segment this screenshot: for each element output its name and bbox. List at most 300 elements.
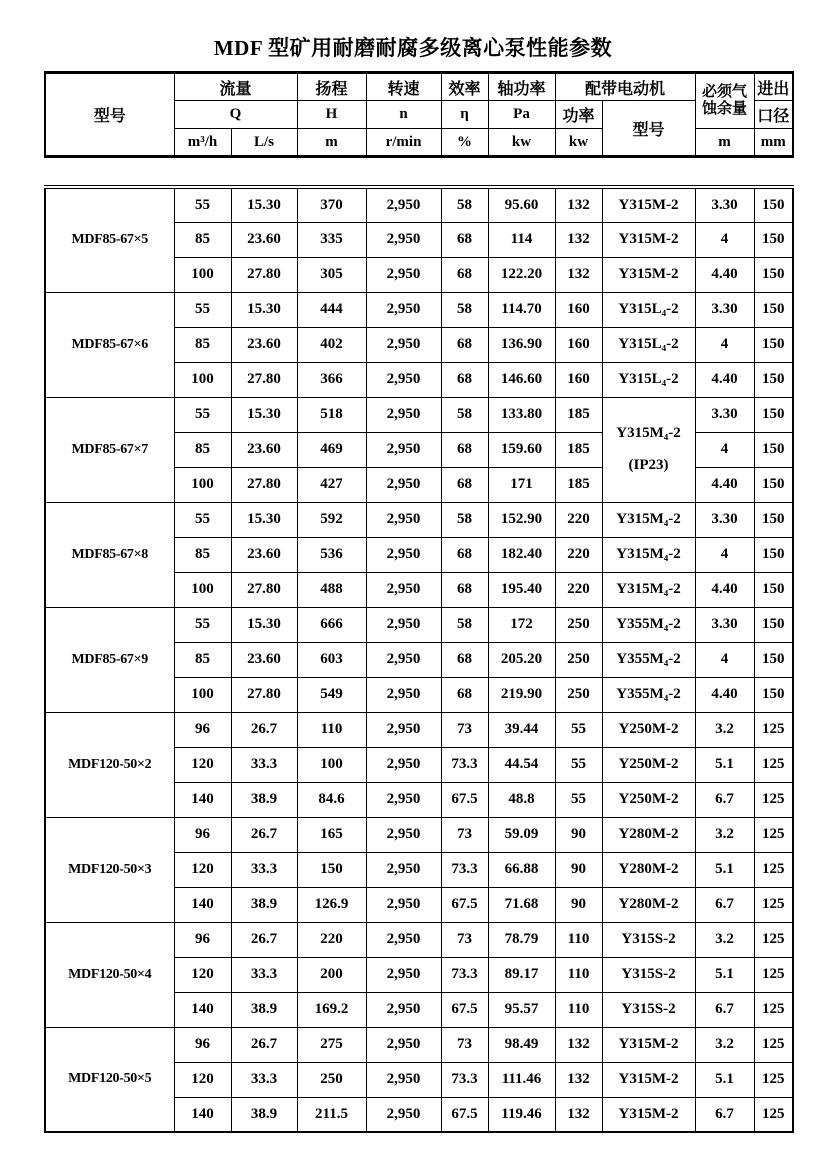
port-diameter-cell: 125 [754, 992, 793, 1027]
flow-m3h-cell: 140 [174, 992, 231, 1027]
port-diameter-cell: 150 [754, 537, 793, 572]
npsh-cell: 4 [695, 642, 754, 677]
shaft-power-cell: 89.17 [488, 957, 555, 992]
flow-m3h-cell: 55 [174, 187, 231, 222]
speed-cell: 2,950 [366, 537, 441, 572]
port-diameter-cell: 150 [754, 292, 793, 327]
efficiency-cell: 68 [441, 642, 488, 677]
flow-ls-cell: 15.30 [231, 502, 297, 537]
npsh-cell: 4.40 [695, 257, 754, 292]
motor-power-cell: 55 [555, 712, 602, 747]
shaft-power-cell: 136.90 [488, 327, 555, 362]
motor-model-cell: Y355M₄-2 [602, 677, 695, 712]
head-cell: 100 [297, 747, 366, 782]
shaft-power-cell: 122.20 [488, 257, 555, 292]
motor-power-cell: 185 [555, 397, 602, 432]
port-diameter-cell: 150 [754, 502, 793, 537]
efficiency-cell: 73.3 [441, 852, 488, 887]
head-cell: 549 [297, 677, 366, 712]
speed-symbol: n [366, 101, 441, 129]
motor-model-cell: Y355M₄-2 [602, 642, 695, 677]
motor-power-cell: 220 [555, 502, 602, 537]
flow-m3h-cell: 120 [174, 852, 231, 887]
shaft-power-cell: 146.60 [488, 362, 555, 397]
motor-model-cell: Y280M-2 [602, 817, 695, 852]
shaft-power-cell: 114.70 [488, 292, 555, 327]
speed-cell: 2,950 [366, 187, 441, 222]
flow-unit-m3h: m³/h [174, 129, 231, 157]
motor-power-cell: 90 [555, 817, 602, 852]
flow-m3h-cell: 100 [174, 572, 231, 607]
motor-model-cell: Y250M-2 [602, 782, 695, 817]
port-diameter-cell: 125 [754, 782, 793, 817]
speed-cell: 2,950 [366, 572, 441, 607]
speed-cell: 2,950 [366, 817, 441, 852]
motor-model-cell: Y315M-2 [602, 1097, 695, 1132]
pump-model-cell: MDF120-50×3 [45, 817, 174, 922]
npsh-cell: 4.40 [695, 677, 754, 712]
flow-m3h-cell: 140 [174, 1097, 231, 1132]
shaft-power-cell: 48.8 [488, 782, 555, 817]
npsh-cell: 3.30 [695, 187, 754, 222]
motor-power-cell: 110 [555, 992, 602, 1027]
head-cell: 488 [297, 572, 366, 607]
speed-cell: 2,950 [366, 362, 441, 397]
flow-m3h-cell: 55 [174, 502, 231, 537]
port-diameter-cell: 125 [754, 747, 793, 782]
page-title: MDF 型矿用耐磨耐腐多级离心泵性能参数 [213, 36, 613, 60]
motor-model-cell: Y315L₄-2 [602, 292, 695, 327]
port-diameter-cell: 150 [754, 222, 793, 257]
flow-m3h-cell: 96 [174, 1027, 231, 1062]
motor-power-cell: 160 [555, 327, 602, 362]
col-header-efficiency: 效率 [441, 73, 488, 101]
efficiency-cell: 68 [441, 537, 488, 572]
motor-model-cell: Y280M-2 [602, 887, 695, 922]
motor-power-cell: 90 [555, 852, 602, 887]
flow-ls-cell: 38.9 [231, 992, 297, 1027]
motor-power-cell: 90 [555, 887, 602, 922]
motor-power-cell: 132 [555, 257, 602, 292]
motor-model-cell: Y315M₄-2 [602, 537, 695, 572]
shaft-power-cell: 98.49 [488, 1027, 555, 1062]
flow-ls-cell: 33.3 [231, 1062, 297, 1097]
flow-m3h-cell: 100 [174, 257, 231, 292]
col-header-port-line2: 口径 [754, 101, 793, 129]
speed-cell: 2,950 [366, 292, 441, 327]
shaft-power-cell: 119.46 [488, 1097, 555, 1132]
port-diameter-cell: 150 [754, 432, 793, 467]
efficiency-cell: 68 [441, 222, 488, 257]
efficiency-cell: 68 [441, 257, 488, 292]
flow-ls-cell: 38.9 [231, 887, 297, 922]
speed-cell: 2,950 [366, 1027, 441, 1062]
port-diameter-cell: 125 [754, 817, 793, 852]
motor-model-cell: Y315S-2 [602, 922, 695, 957]
npsh-cell: 4 [695, 222, 754, 257]
head-cell: 444 [297, 292, 366, 327]
shaft-power-cell: 95.57 [488, 992, 555, 1027]
col-header-pump-model: 型号 [45, 73, 174, 157]
motor-power-cell: 250 [555, 677, 602, 712]
flow-m3h-cell: 85 [174, 642, 231, 677]
flow-m3h-cell: 100 [174, 677, 231, 712]
shaft-power-cell: 152.90 [488, 502, 555, 537]
motor-power-cell: 132 [555, 187, 602, 222]
table-row [45, 1027, 793, 1062]
motor-power-label: 功率 [555, 101, 602, 129]
flow-m3h-cell: 140 [174, 887, 231, 922]
npsh-cell: 3.30 [695, 607, 754, 642]
head-cell: 335 [297, 222, 366, 257]
flow-ls-cell: 33.3 [231, 747, 297, 782]
efficiency-cell: 68 [441, 467, 488, 502]
pump-model-cell: MDF85-67×8 [45, 502, 174, 607]
motor-power-cell: 250 [555, 642, 602, 677]
table-row [45, 712, 793, 747]
speed-cell: 2,950 [366, 677, 441, 712]
shaft-power-cell: 219.90 [488, 677, 555, 712]
port-diameter-cell: 150 [754, 362, 793, 397]
port-diameter-cell: 150 [754, 257, 793, 292]
head-cell: 220 [297, 922, 366, 957]
efficiency-unit: % [441, 129, 488, 157]
efficiency-cell: 58 [441, 502, 488, 537]
flow-ls-cell: 15.30 [231, 187, 297, 222]
speed-cell: 2,950 [366, 1062, 441, 1097]
col-header-speed: 转速 [366, 73, 441, 101]
head-cell: 366 [297, 362, 366, 397]
flow-ls-cell: 15.30 [231, 397, 297, 432]
col-header-head: 扬程 [297, 73, 366, 101]
shaft-power-cell: 172 [488, 607, 555, 642]
speed-cell: 2,950 [366, 922, 441, 957]
port-diameter-cell: 125 [754, 1062, 793, 1097]
port-diameter-cell: 150 [754, 187, 793, 222]
head-cell: 603 [297, 642, 366, 677]
npsh-cell: 6.7 [695, 887, 754, 922]
efficiency-cell: 68 [441, 677, 488, 712]
head-cell: 536 [297, 537, 366, 572]
head-cell: 150 [297, 852, 366, 887]
shaft-power-cell: 95.60 [488, 187, 555, 222]
flow-ls-cell: 23.60 [231, 642, 297, 677]
efficiency-cell: 68 [441, 327, 488, 362]
speed-cell: 2,950 [366, 502, 441, 537]
npsh-cell: 3.2 [695, 712, 754, 747]
shaft-power-cell: 78.79 [488, 922, 555, 957]
npsh-cell: 4 [695, 432, 754, 467]
flow-ls-cell: 26.7 [231, 1027, 297, 1062]
head-cell: 126.9 [297, 887, 366, 922]
shaft-power-unit: kw [488, 129, 555, 157]
pump-model-cell: MDF120-50×4 [45, 922, 174, 1027]
port-diameter-cell: 150 [754, 642, 793, 677]
efficiency-cell: 67.5 [441, 782, 488, 817]
efficiency-symbol: η [441, 101, 488, 129]
shaft-power-cell: 44.54 [488, 747, 555, 782]
flow-ls-cell: 27.80 [231, 677, 297, 712]
motor-model-cell: Y315M-2 [602, 222, 695, 257]
motor-model-cell: Y355M₄-2 [602, 607, 695, 642]
port-diameter-cell: 150 [754, 607, 793, 642]
motor-model-cell: Y280M-2 [602, 852, 695, 887]
efficiency-cell: 73 [441, 922, 488, 957]
motor-model-cell: Y250M-2 [602, 712, 695, 747]
motor-power-cell: 250 [555, 607, 602, 642]
shaft-power-cell: 195.40 [488, 572, 555, 607]
port-unit: mm [754, 129, 793, 157]
npsh-cell: 4.40 [695, 362, 754, 397]
motor-power-unit: kw [555, 129, 602, 157]
flow-m3h-cell: 96 [174, 712, 231, 747]
flow-ls-cell: 23.60 [231, 222, 297, 257]
motor-model-cell: Y315M-2 [602, 257, 695, 292]
speed-cell: 2,950 [366, 1097, 441, 1132]
motor-power-cell: 185 [555, 467, 602, 502]
npsh-cell: 5.1 [695, 852, 754, 887]
efficiency-cell: 67.5 [441, 887, 488, 922]
head-cell: 666 [297, 607, 366, 642]
npsh-cell: 6.7 [695, 1097, 754, 1132]
shaft-power-cell: 159.60 [488, 432, 555, 467]
flow-ls-cell: 38.9 [231, 782, 297, 817]
flow-m3h-cell: 100 [174, 467, 231, 502]
motor-model-line: Y315M₄-2 [616, 425, 681, 441]
speed-cell: 2,950 [366, 747, 441, 782]
shaft-power-cell: 39.44 [488, 712, 555, 747]
flow-ls-cell: 26.7 [231, 922, 297, 957]
flow-m3h-cell: 120 [174, 1062, 231, 1097]
header-row-1 [45, 73, 793, 101]
shaft-power-symbol: Pa [488, 101, 555, 129]
port-diameter-cell: 125 [754, 957, 793, 992]
efficiency-cell: 67.5 [441, 992, 488, 1027]
motor-model-cell: Y315M-2 [602, 1062, 695, 1097]
efficiency-cell: 73.3 [441, 747, 488, 782]
port-diameter-cell: 150 [754, 677, 793, 712]
flow-ls-cell: 27.80 [231, 467, 297, 502]
shaft-power-cell: 205.20 [488, 642, 555, 677]
motor-model-cell: Y315M₄-2 [602, 572, 695, 607]
efficiency-cell: 58 [441, 607, 488, 642]
head-unit: m [297, 129, 366, 157]
port-diameter-cell: 150 [754, 397, 793, 432]
col-header-shaft-power: 轴功率 [488, 73, 555, 101]
speed-cell: 2,950 [366, 712, 441, 747]
motor-model-cell: Y315M-2 [602, 1027, 695, 1062]
npsh-cell: 3.30 [695, 502, 754, 537]
npsh-cell: 3.2 [695, 922, 754, 957]
pump-model-cell: MDF85-67×6 [45, 292, 174, 397]
speed-cell: 2,950 [366, 432, 441, 467]
speed-cell: 2,950 [366, 257, 441, 292]
npsh-cell: 4.40 [695, 572, 754, 607]
head-cell: 275 [297, 1027, 366, 1062]
npsh-cell: 3.30 [695, 292, 754, 327]
motor-model-cell: Y315L₄-2 [602, 327, 695, 362]
motor-power-cell: 55 [555, 782, 602, 817]
shaft-power-cell: 182.40 [488, 537, 555, 572]
speed-cell: 2,950 [366, 642, 441, 677]
efficiency-cell: 67.5 [441, 1097, 488, 1132]
shaft-power-cell: 133.80 [488, 397, 555, 432]
speed-cell: 2,950 [366, 397, 441, 432]
flow-ls-cell: 27.80 [231, 257, 297, 292]
port-diameter-cell: 150 [754, 327, 793, 362]
npsh-cell: 3.2 [695, 1027, 754, 1062]
col-header-npsh [695, 73, 754, 129]
efficiency-cell: 68 [441, 432, 488, 467]
col-header-port-line1: 进出 [754, 73, 793, 101]
efficiency-cell: 73 [441, 1027, 488, 1062]
head-cell: 169.2 [297, 992, 366, 1027]
header-table [44, 71, 794, 158]
head-cell: 427 [297, 467, 366, 502]
flow-m3h-cell: 120 [174, 747, 231, 782]
efficiency-cell: 68 [441, 362, 488, 397]
head-cell: 165 [297, 817, 366, 852]
col-header-flow: 流量 [174, 73, 297, 101]
head-cell: 84.6 [297, 782, 366, 817]
speed-cell: 2,950 [366, 887, 441, 922]
efficiency-cell: 58 [441, 187, 488, 222]
table-row [45, 502, 793, 537]
npsh-cell: 4 [695, 327, 754, 362]
head-cell: 305 [297, 257, 366, 292]
motor-model-label: 型号 [602, 101, 695, 157]
motor-power-cell: 185 [555, 432, 602, 467]
shaft-power-cell: 114 [488, 222, 555, 257]
flow-ls-cell: 38.9 [231, 1097, 297, 1132]
npsh-label-line2: 蚀余量 [702, 101, 748, 117]
motor-power-cell: 132 [555, 1062, 602, 1097]
speed-cell: 2,950 [366, 782, 441, 817]
npsh-label-line1: 必须气 [702, 83, 748, 100]
flow-unit-ls: L/s [231, 129, 297, 157]
speed-cell: 2,950 [366, 957, 441, 992]
port-diameter-cell: 125 [754, 1097, 793, 1132]
speed-cell: 2,950 [366, 327, 441, 362]
motor-power-cell: 220 [555, 537, 602, 572]
head-cell: 518 [297, 397, 366, 432]
pump-model-cell: MDF120-50×2 [45, 712, 174, 817]
flow-m3h-cell: 85 [174, 222, 231, 257]
port-diameter-cell: 125 [754, 922, 793, 957]
table-row [45, 187, 793, 222]
motor-power-cell: 132 [555, 1027, 602, 1062]
speed-cell: 2,950 [366, 222, 441, 257]
flow-ls-cell: 27.80 [231, 362, 297, 397]
motor-power-cell: 160 [555, 292, 602, 327]
efficiency-cell: 68 [441, 572, 488, 607]
port-diameter-cell: 150 [754, 467, 793, 502]
head-symbol: H [297, 101, 366, 129]
flow-ls-cell: 33.3 [231, 957, 297, 992]
shaft-power-cell: 66.88 [488, 852, 555, 887]
port-diameter-cell: 125 [754, 887, 793, 922]
port-diameter-cell: 125 [754, 712, 793, 747]
speed-cell: 2,950 [366, 852, 441, 887]
head-cell: 200 [297, 957, 366, 992]
shaft-power-cell: 71.68 [488, 887, 555, 922]
motor-model-line: (IP23) [628, 456, 669, 473]
motor-model-cell: Y250M-2 [602, 747, 695, 782]
motor-model-cell: Y315S-2 [602, 957, 695, 992]
npsh-cell: 6.7 [695, 782, 754, 817]
head-cell: 402 [297, 327, 366, 362]
head-cell: 469 [297, 432, 366, 467]
motor-power-cell: 132 [555, 1097, 602, 1132]
flow-ls-cell: 23.60 [231, 537, 297, 572]
efficiency-cell: 58 [441, 292, 488, 327]
table-row [45, 817, 793, 852]
shaft-power-cell: 59.09 [488, 817, 555, 852]
head-cell: 211.5 [297, 1097, 366, 1132]
speed-cell: 2,950 [366, 467, 441, 502]
motor-model-cell: Y315L₄-2 [602, 362, 695, 397]
port-diameter-cell: 125 [754, 852, 793, 887]
data-table [44, 185, 794, 1133]
flow-m3h-cell: 85 [174, 432, 231, 467]
flow-m3h-cell: 85 [174, 537, 231, 572]
pump-model-cell: MDF85-67×7 [45, 397, 174, 502]
port-diameter-cell: 125 [754, 1027, 793, 1062]
motor-power-cell: 55 [555, 747, 602, 782]
npsh-cell: 5.1 [695, 957, 754, 992]
table-row [45, 397, 793, 432]
port-diameter-cell: 150 [754, 572, 793, 607]
flow-ls-cell: 26.7 [231, 712, 297, 747]
pump-model-cell: MDF85-67×5 [45, 187, 174, 292]
npsh-cell: 3.2 [695, 817, 754, 852]
motor-model-cell: Y315S-2 [602, 992, 695, 1027]
flow-ls-cell: 26.7 [231, 817, 297, 852]
speed-unit: r/min [366, 129, 441, 157]
motor-model-cell: Y315M-2 [602, 187, 695, 222]
head-cell: 370 [297, 187, 366, 222]
motor-power-cell: 220 [555, 572, 602, 607]
speed-cell: 2,950 [366, 607, 441, 642]
npsh-cell: 5.1 [695, 1062, 754, 1097]
flow-symbol: Q [174, 101, 297, 129]
table-row [45, 922, 793, 957]
npsh-cell: 3.30 [695, 397, 754, 432]
flow-ls-cell: 33.3 [231, 852, 297, 887]
npsh-cell: 5.1 [695, 747, 754, 782]
flow-m3h-cell: 85 [174, 327, 231, 362]
motor-power-cell: 110 [555, 922, 602, 957]
head-cell: 592 [297, 502, 366, 537]
flow-m3h-cell: 96 [174, 817, 231, 852]
col-header-motor: 配带电动机 [555, 73, 695, 101]
flow-m3h-cell: 120 [174, 957, 231, 992]
efficiency-cell: 58 [441, 397, 488, 432]
flow-m3h-cell: 55 [174, 397, 231, 432]
table-row [45, 292, 793, 327]
flow-ls-cell: 27.80 [231, 572, 297, 607]
motor-power-cell: 132 [555, 222, 602, 257]
npsh-cell: 4 [695, 537, 754, 572]
flow-ls-cell: 23.60 [231, 432, 297, 467]
motor-power-cell: 160 [555, 362, 602, 397]
head-cell: 110 [297, 712, 366, 747]
efficiency-cell: 73.3 [441, 957, 488, 992]
flow-m3h-cell: 55 [174, 607, 231, 642]
efficiency-cell: 73 [441, 712, 488, 747]
flow-m3h-cell: 96 [174, 922, 231, 957]
motor-model-cell: Y315M₄-2 [602, 502, 695, 537]
